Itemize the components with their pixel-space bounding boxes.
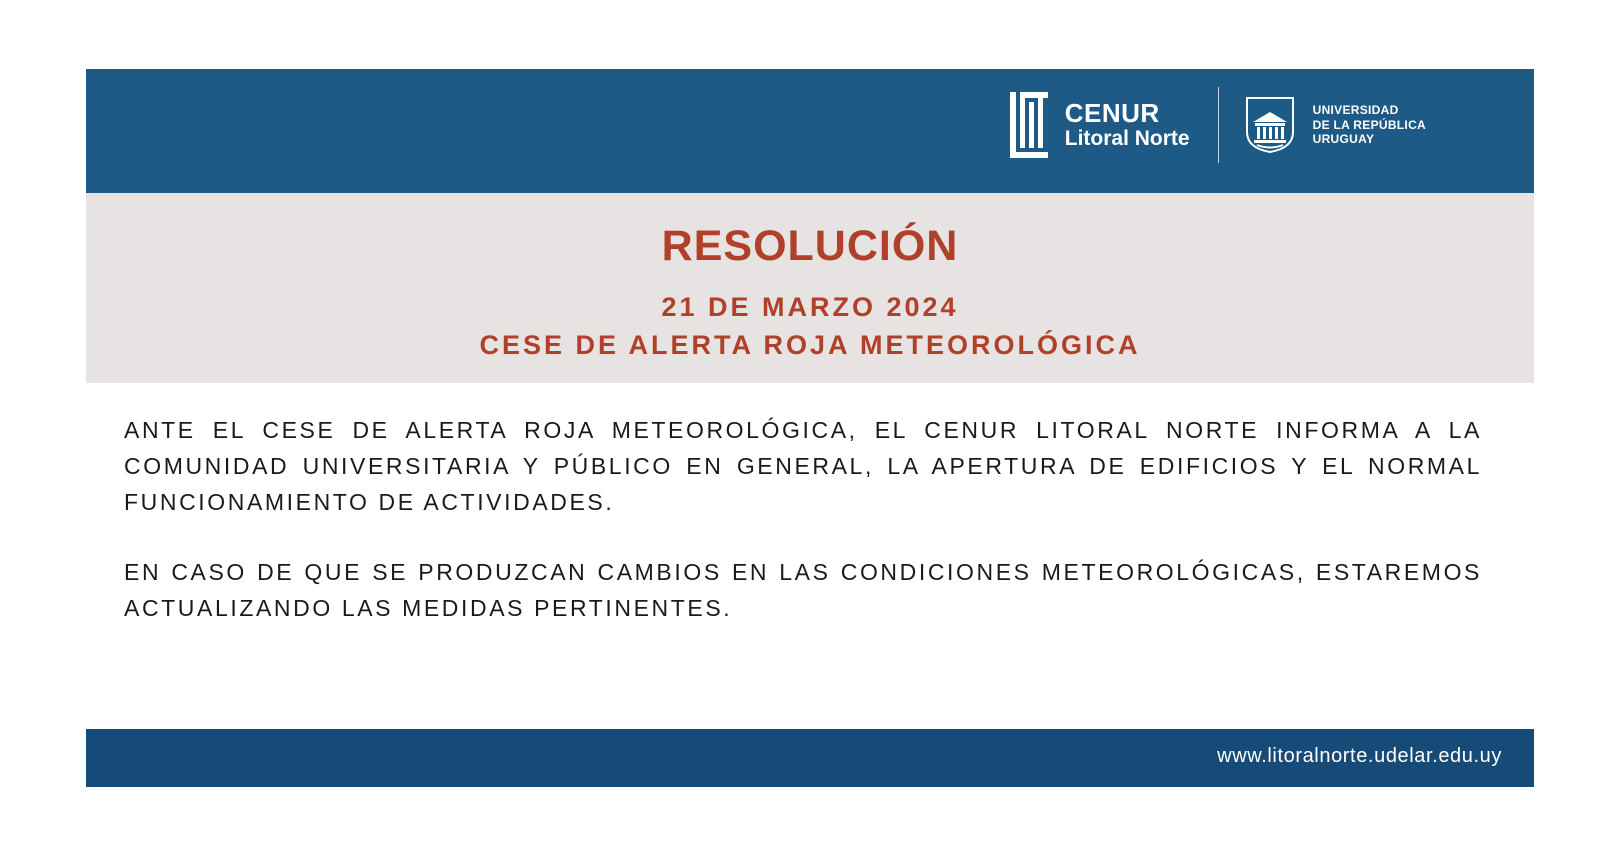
footer-url: www.litoralnorte.udelar.edu.uy <box>1217 745 1502 767</box>
footer-band <box>86 729 1534 787</box>
udelar-logo-line2: DE LA REPÚBLICA <box>1312 117 1426 132</box>
body-paragraph-2: EN CASO DE QUE SE PRODUZCAN CAMBIOS EN LAS CONDICIONES METEOROLÓGICAS, ESTAREMOS ACTUALIZANDO LAS MEDIDAS PERTINENTES. <box>124 559 1482 621</box>
udelar-logo-line3: URUGUAY <box>1312 132 1375 147</box>
announcement-body <box>124 412 1482 660</box>
resolution-title: RESOLUCIÓN <box>661 222 959 270</box>
cenur-logo-icon <box>1009 90 1049 160</box>
resolution-date: 21 DE MARZO 2024 <box>661 292 959 323</box>
cenur-logo <box>1009 90 1190 160</box>
udelar-seal-icon <box>1245 96 1295 154</box>
header-band <box>86 69 1534 193</box>
cenur-logo-line1: CENUR <box>1064 98 1160 129</box>
resolution-subject: CESE DE ALERTA ROJA METEOROLÓGICA <box>479 330 1141 361</box>
udelar-logo-text <box>1313 103 1426 146</box>
udelar-logo-line1: UNIVERSIDAD <box>1312 103 1399 118</box>
logo-divider <box>1218 87 1219 163</box>
logo-group <box>1009 85 1426 165</box>
cenur-logo-text <box>1065 100 1190 149</box>
cenur-logo-line2: Litoral Norte <box>1064 126 1190 150</box>
title-band <box>86 193 1534 383</box>
body-paragraph-1: ANTE EL CESE DE ALERTA ROJA METEOROLÓGICA, EL CENUR LITORAL NORTE INFORMA A LA COMUNIDAD UNIVERSITARIA Y PÚBLICO EN GENERAL, LA APERTURA DE EDIFICIOS Y EL NORMAL FUNCIONAMIENTO DE ACTIVIDADES. <box>124 417 1482 515</box>
udelar-logo <box>1245 96 1426 154</box>
